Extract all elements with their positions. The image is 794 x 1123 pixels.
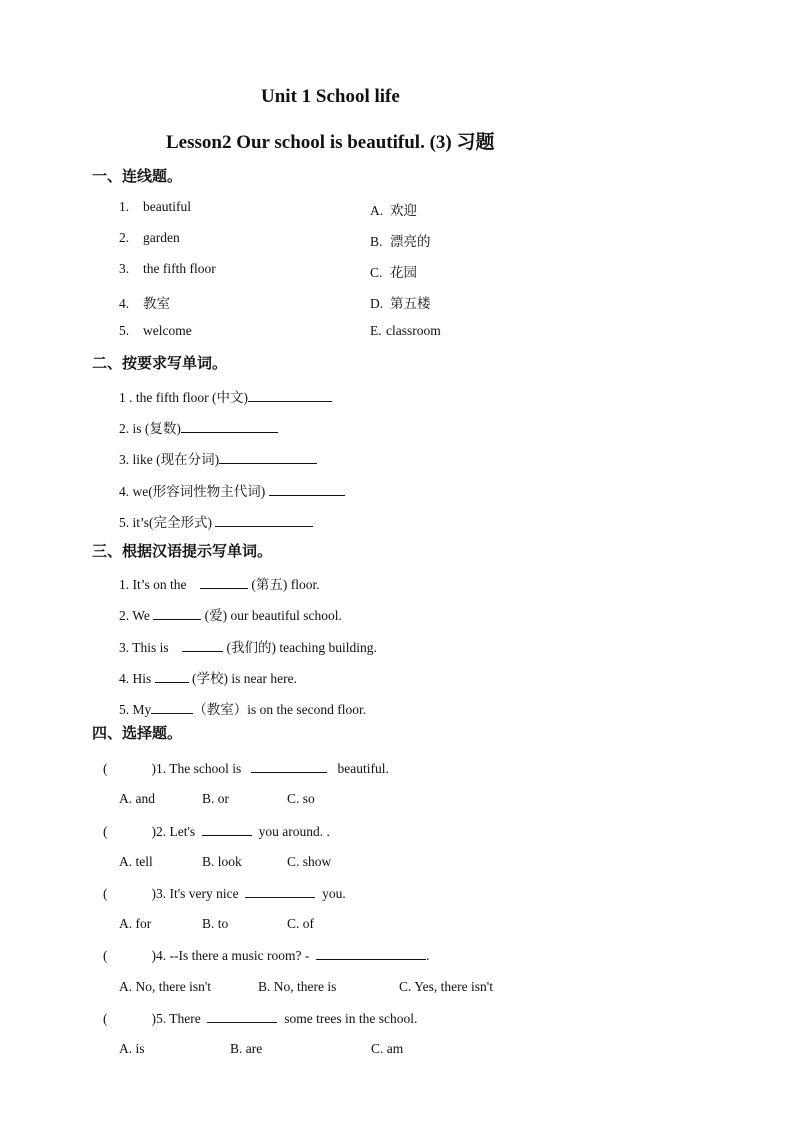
answer-blank[interactable] (316, 947, 426, 960)
word-item: 3. like (现在分词) (119, 448, 317, 468)
section-4-heading: 四、选择题。 (92, 724, 183, 742)
fill-item: 3. This is (我们的) teaching building. (119, 640, 377, 655)
option-b: B. look (202, 854, 242, 869)
option-a: A. tell (119, 854, 153, 869)
word-item: 1 . the fifth floor (中文) (119, 386, 332, 406)
question-row: ( )2. Let's you around. . (103, 824, 330, 839)
answer-blank[interactable] (153, 607, 201, 620)
answer-blank[interactable] (245, 885, 315, 898)
match-right-item: A. 欢迎 (370, 203, 417, 218)
match-right-item: D. 第五楼 (370, 296, 431, 311)
fill-item: 1. It’s on the (第五) floor. (119, 577, 320, 592)
option-b: B. to (202, 916, 229, 931)
answer-blank[interactable] (182, 639, 223, 652)
option-a: A. and (119, 791, 155, 806)
option-a: A. No, there isn't (119, 979, 212, 994)
answer-blank[interactable] (251, 760, 327, 773)
option-a: A. for (119, 916, 152, 931)
word-item: 2. is (复数) (119, 417, 278, 437)
section-2-heading: 二、按要求写单词。 (92, 354, 228, 372)
answer-blank[interactable] (215, 514, 313, 527)
option-c: C. show (287, 854, 332, 869)
answer-blank[interactable] (248, 389, 332, 402)
match-left-item: 5. welcome (119, 323, 192, 338)
match-right-item: E. classroom (370, 323, 441, 338)
option-a: A. is (119, 1041, 145, 1056)
option-c: C. so (287, 791, 315, 806)
fill-item: 2. We (爱) our beautiful school. (119, 608, 342, 623)
match-right-item: B. 漂亮的 (370, 234, 431, 249)
word-item: 5. it’s(完全形式) (119, 511, 313, 531)
question-row: ( )3. It's very nice you. (103, 886, 346, 901)
match-left-item: 1. beautiful (119, 199, 191, 214)
option-c: C. Yes, there isn't (399, 979, 493, 994)
answer-blank[interactable] (207, 1010, 277, 1023)
option-c: C. am (371, 1041, 404, 1056)
answer-blank[interactable] (151, 701, 193, 714)
answer-blank[interactable] (200, 576, 248, 589)
fill-item: 4. His (学校) is near here. (119, 671, 297, 686)
answer-blank[interactable] (181, 420, 278, 433)
word-item: 4. we(形容词性物主代词) (119, 480, 345, 500)
option-c: C. of (287, 916, 314, 931)
answer-blank[interactable] (155, 670, 189, 683)
lesson-title: Lesson2 Our school is beautiful. (3) 习题 (166, 132, 495, 153)
question-row: ( )4. --Is there a music room? - . (103, 948, 430, 963)
option-b: B. No, there is (258, 979, 337, 994)
section-1-heading: 一、连线题。 (92, 167, 183, 185)
question-row: ( )1. The school is beautiful. (103, 761, 389, 776)
option-b: B. are (230, 1041, 263, 1056)
section-3-heading: 三、根据汉语提示写单词。 (92, 542, 273, 560)
match-left-item: 4. 教室 (119, 296, 170, 311)
match-left-item: 3. the fifth floor (119, 261, 216, 276)
answer-blank[interactable] (269, 483, 345, 496)
option-b: B. or (202, 791, 229, 806)
match-right-item: C. 花园 (370, 265, 417, 280)
unit-title: Unit 1 School life (261, 86, 400, 107)
match-left-item: 2. garden (119, 230, 180, 245)
question-row: ( )5. There some trees in the school. (103, 1011, 418, 1026)
fill-item: 5. My （教室）is on the second floor. (119, 702, 367, 717)
answer-blank[interactable] (202, 823, 252, 836)
answer-blank[interactable] (219, 451, 317, 464)
